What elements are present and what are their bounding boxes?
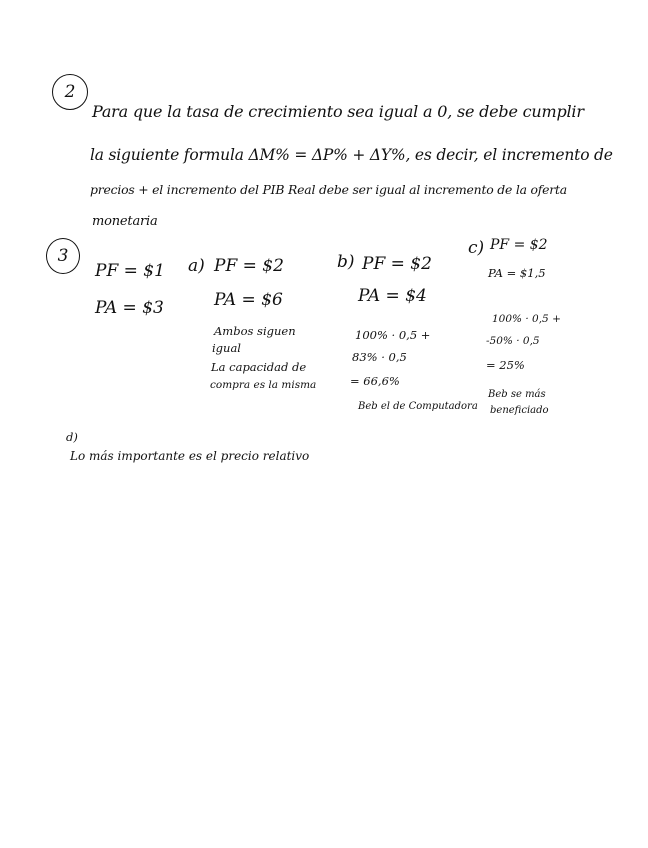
- part-b-note-2: 83% · 0,5: [352, 350, 407, 364]
- part-a-pf: PF = $2: [214, 256, 284, 276]
- part-a-note-4: compra es la misma: [210, 379, 317, 391]
- question-2-line-1: Para que la tasa de crecimiento sea igual a 0, se debe cumplir: [92, 102, 584, 121]
- part-c-pa: PA = $1,5: [488, 266, 546, 280]
- part-a-note-2: igual: [212, 341, 241, 355]
- part-c-note-3: = 25%: [486, 358, 525, 372]
- part-b-note-3: = 66,6%: [350, 374, 400, 388]
- part-d-text: Lo más importante es el precio relativo: [70, 449, 310, 463]
- question-2-line-2: la siguiente formula ΔM% = ΔP% + ΔY%, es decir, el incremento de: [90, 146, 613, 164]
- part-b-pa: PA = $4: [358, 286, 427, 306]
- part-c-note-4: Beb se más: [488, 389, 546, 400]
- part-c-label: c): [468, 238, 485, 258]
- question-2-number-text: 2: [64, 82, 76, 102]
- part-b-label: b): [337, 252, 355, 272]
- part-c-note-2: -50% · 0,5: [486, 335, 540, 347]
- base-pf: PF = $1: [95, 261, 165, 281]
- part-a-label: a): [188, 256, 205, 276]
- part-a-note-3: La capacidad de: [211, 360, 307, 374]
- part-c-note-1: 100% · 0,5 +: [492, 313, 561, 325]
- question-3-number: [46, 238, 80, 274]
- part-d-label: d): [66, 430, 78, 444]
- question-3-number-text: 3: [57, 246, 69, 266]
- part-a-pa: PA = $6: [214, 290, 283, 310]
- part-a-note-1: Ambos siguen: [214, 324, 296, 338]
- base-pa: PA = $3: [95, 298, 164, 318]
- part-c-note-5: beneficiado: [490, 405, 549, 416]
- question-2-line-3: precios + el incremento del PIB Real debe ser igual al incremento de la oferta: [90, 182, 567, 197]
- part-b-note-4: Beb el de Computadora: [358, 401, 478, 412]
- question-2-line-4: monetaria: [92, 214, 158, 229]
- question-2-number: [52, 74, 88, 110]
- part-b-pf: PF = $2: [362, 254, 432, 274]
- part-b-note-1: 100% · 0,5 +: [355, 328, 431, 342]
- part-c-pf: PF = $2: [490, 237, 548, 253]
